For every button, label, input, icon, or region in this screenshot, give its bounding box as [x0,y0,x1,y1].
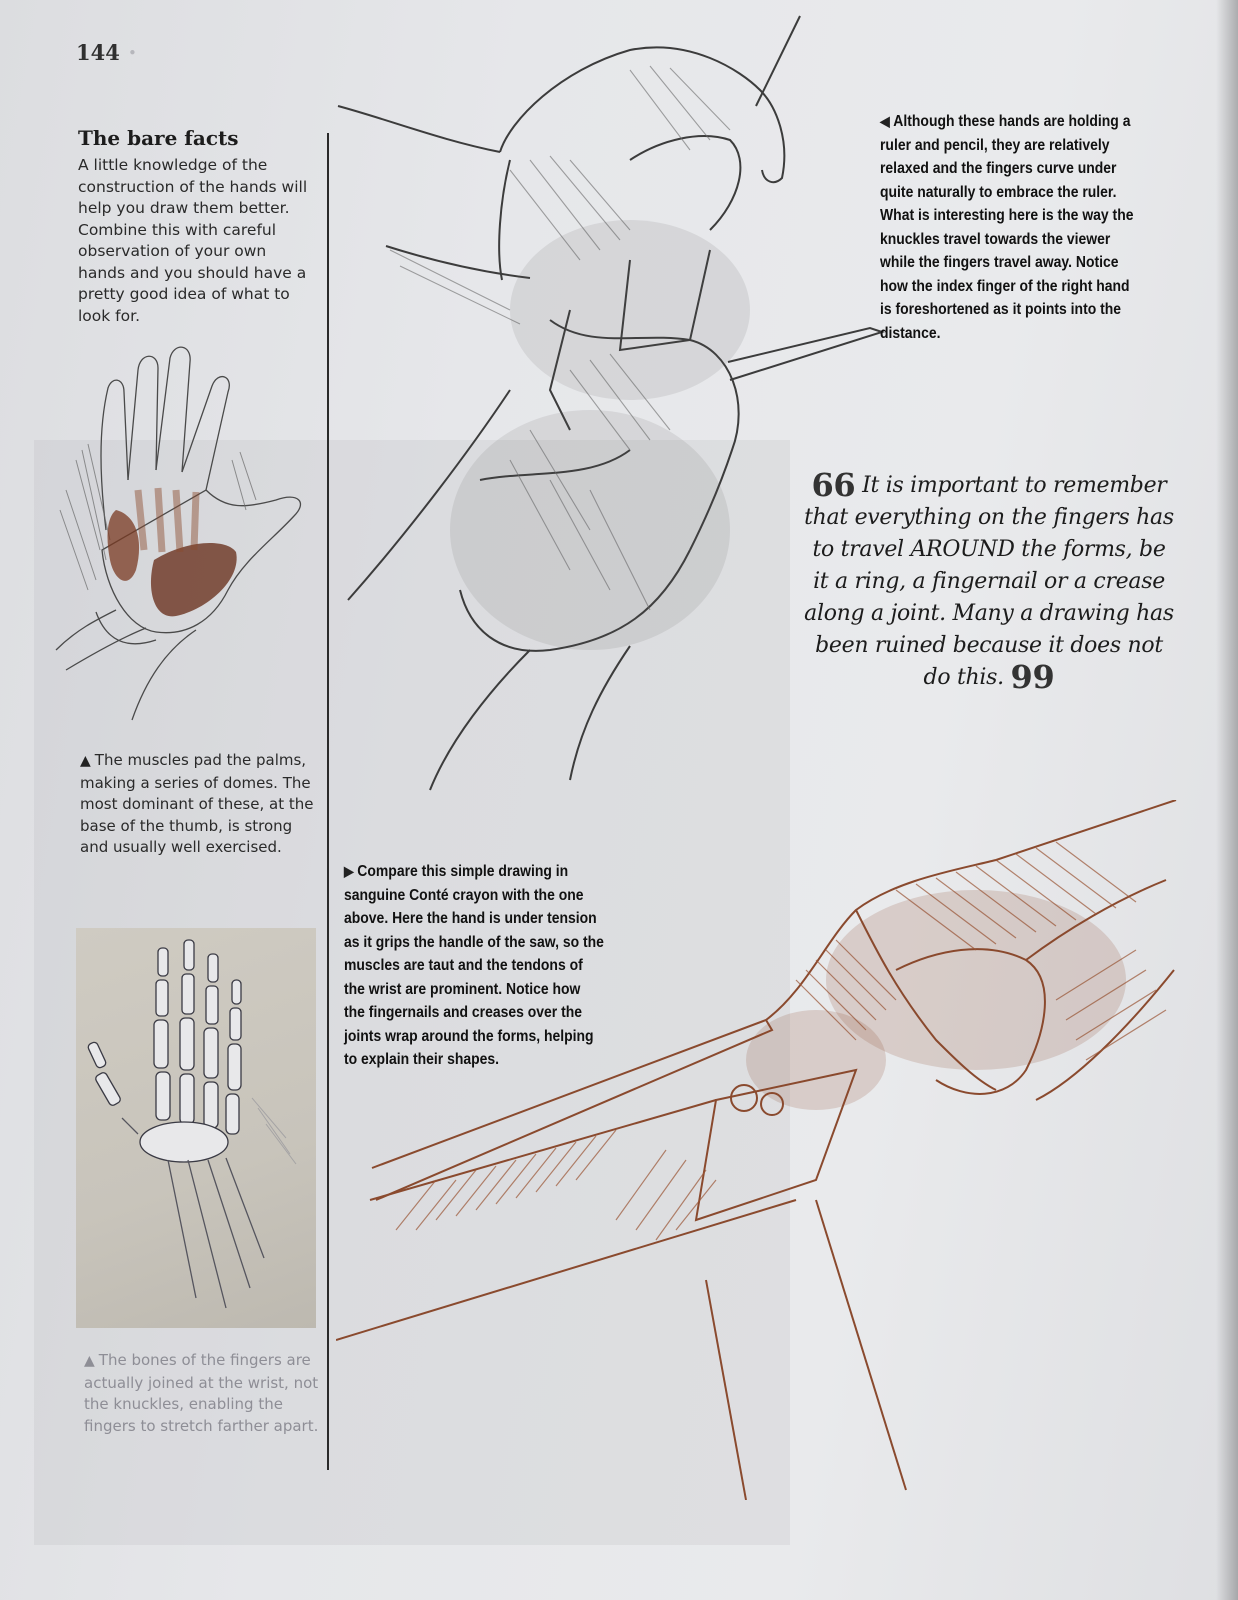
caption-muscles-text: The muscles pad the palms, making a series of domes. The most dominant of these, at the base of the thumb, is strong and usually well exercised. [80,751,314,856]
skeleton-sketch [76,928,316,1328]
palm-muscles-drawing [36,340,316,730]
caption-ruler-pencil-text: Although these hands are holding a ruler and pencil, they are relatively relaxed and the fingers curve under quite naturally to embrace the ruler. What is interesting here is the way the knuckles travel towards the viewer while the fingers travel away. Notice how the index finger of the right hand is foreshortened as it points into the distance. [880,113,1134,342]
page-number: 144 [76,40,120,65]
column-divider [327,133,329,1470]
caption-bones-text: The bones of the fingers are actually joined at the wrist, not the knuckles, enabling the fingers to stretch farther apart. [84,1351,319,1435]
open-quote-mark: 66 [811,466,856,504]
skeleton-hand-drawing [76,928,316,1328]
right-pointer-icon: ▶ [344,863,354,879]
saw-hand-drawing [336,800,1216,1500]
left-pointer-icon: ◀ [880,113,890,129]
sidebar-heading: The bare facts [78,126,239,150]
up-pointer-icon: ▲ [80,753,91,769]
pull-quote-text: It is important to remember that everything on the fingers has to travel AROUND the forms, be it a ring, a fingernail or a crease along a joint. Many a drawing has been ruined because it does not do this. [804,473,1174,690]
close-quote-mark: 99 [1010,658,1055,696]
running-head: • [128,44,139,62]
up-pointer-icon: ▲ [84,1353,95,1369]
pull-quote [804,466,1174,696]
caption-bones [84,1350,320,1437]
sidebar-body: A little knowledge of the construction of the hands will help you draw them better. Combine this with careful observation of your own hands and you should have a pretty good idea of what to look for. [78,156,308,325]
caption-saw-text: Compare this simple drawing in sanguine Conté crayon with the one above. Here the hand is under tension as it grips the handle of the saw, so the muscles are taut and the tendons of the wrist are prominent. Notice how the fingernails and creases over the joints wrap around the forms, helping to explain their shapes. [344,863,604,1068]
caption-ruler-pencil [880,110,1134,345]
caption-muscles [80,750,316,859]
page-edge-shadow [1216,0,1238,1600]
